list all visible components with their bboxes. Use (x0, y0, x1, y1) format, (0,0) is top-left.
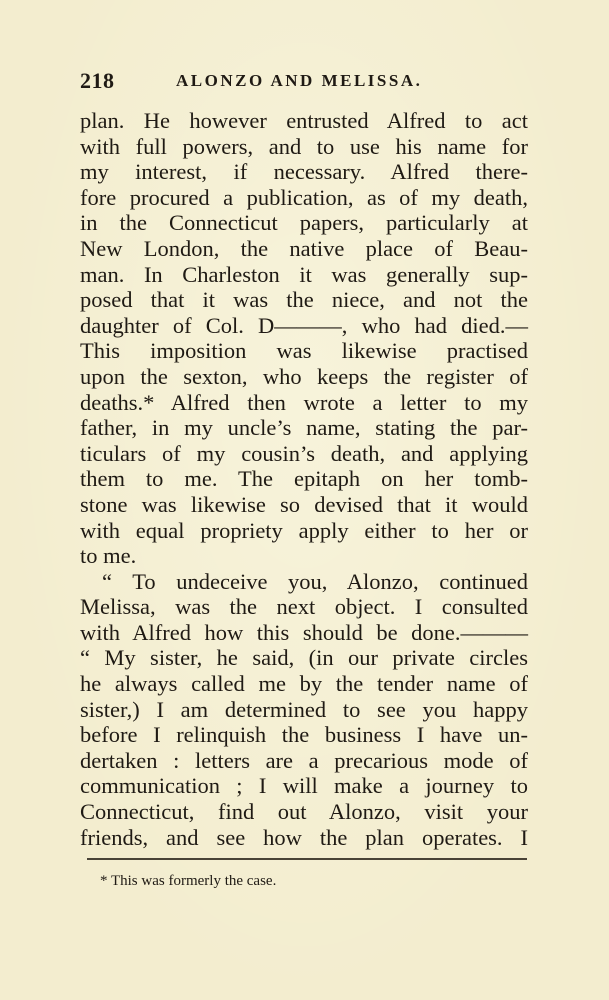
footnote-rule (87, 858, 527, 860)
text-line: “ To undeceive you, Alonzo, continued (102, 568, 528, 594)
text-line: daughter of Col. D———, who had died.— (80, 312, 528, 338)
text-line: posed that it was the niece, and not the (80, 287, 528, 313)
text-line: with full powers, and to use his name for (80, 133, 528, 159)
text-line: This imposition was likewise practised (80, 338, 528, 364)
text-line: man. In Charleston it was generally sup- (80, 261, 528, 287)
text-line: he always called me by the tender name of (80, 671, 528, 697)
text-line: stone was likewise so devised that it would (80, 491, 528, 517)
page-number: 218 (80, 68, 115, 93)
text-line: with equal propriety apply either to her or (80, 517, 528, 543)
text-line: sister,) I am determined to see you happy (80, 696, 528, 722)
text-line: New London, the native place of Beau- (80, 235, 528, 261)
text-line: ticulars of my cousin’s death, and applying (80, 440, 528, 466)
text-line: communication ; I will make a journey to (80, 773, 528, 799)
body-text (80, 108, 528, 850)
text-line: dertaken : letters are a precarious mode of (80, 747, 528, 773)
text-line: plan. He however entrusted Alfred to act (80, 108, 528, 133)
text-line: to me. (80, 543, 137, 569)
text-line: fore procured a publication, as of my death, (80, 184, 528, 210)
text-line: in the Connecticut papers, particularly at (80, 210, 528, 236)
text-line: upon the sexton, who keeps the register of (80, 363, 528, 389)
page-header (80, 68, 530, 98)
text-line: Connecticut, find out Alonzo, visit your (80, 799, 528, 825)
running-head: ALONZO AND MELISSA. (176, 71, 423, 90)
text-line: Melissa, was the next object. I consulted (80, 594, 528, 620)
text-line: before I relinquish the business I have un- (80, 722, 528, 748)
text-line: deaths.* Alfred then wrote a letter to my (80, 389, 528, 415)
text-line: “ My sister, he said, (in our private circles (80, 645, 528, 671)
text-line: my interest, if necessary. Alfred there- (80, 159, 528, 185)
text-line: friends, and see how the plan operates. I (80, 824, 528, 850)
footnote: * This was formerly the case. (100, 873, 277, 889)
text-line: with Alfred how this should be done.——— (80, 619, 528, 645)
text-line: them to me. The epitaph on her tomb- (80, 466, 528, 492)
text-line: father, in my uncle’s name, stating the par- (80, 415, 528, 441)
